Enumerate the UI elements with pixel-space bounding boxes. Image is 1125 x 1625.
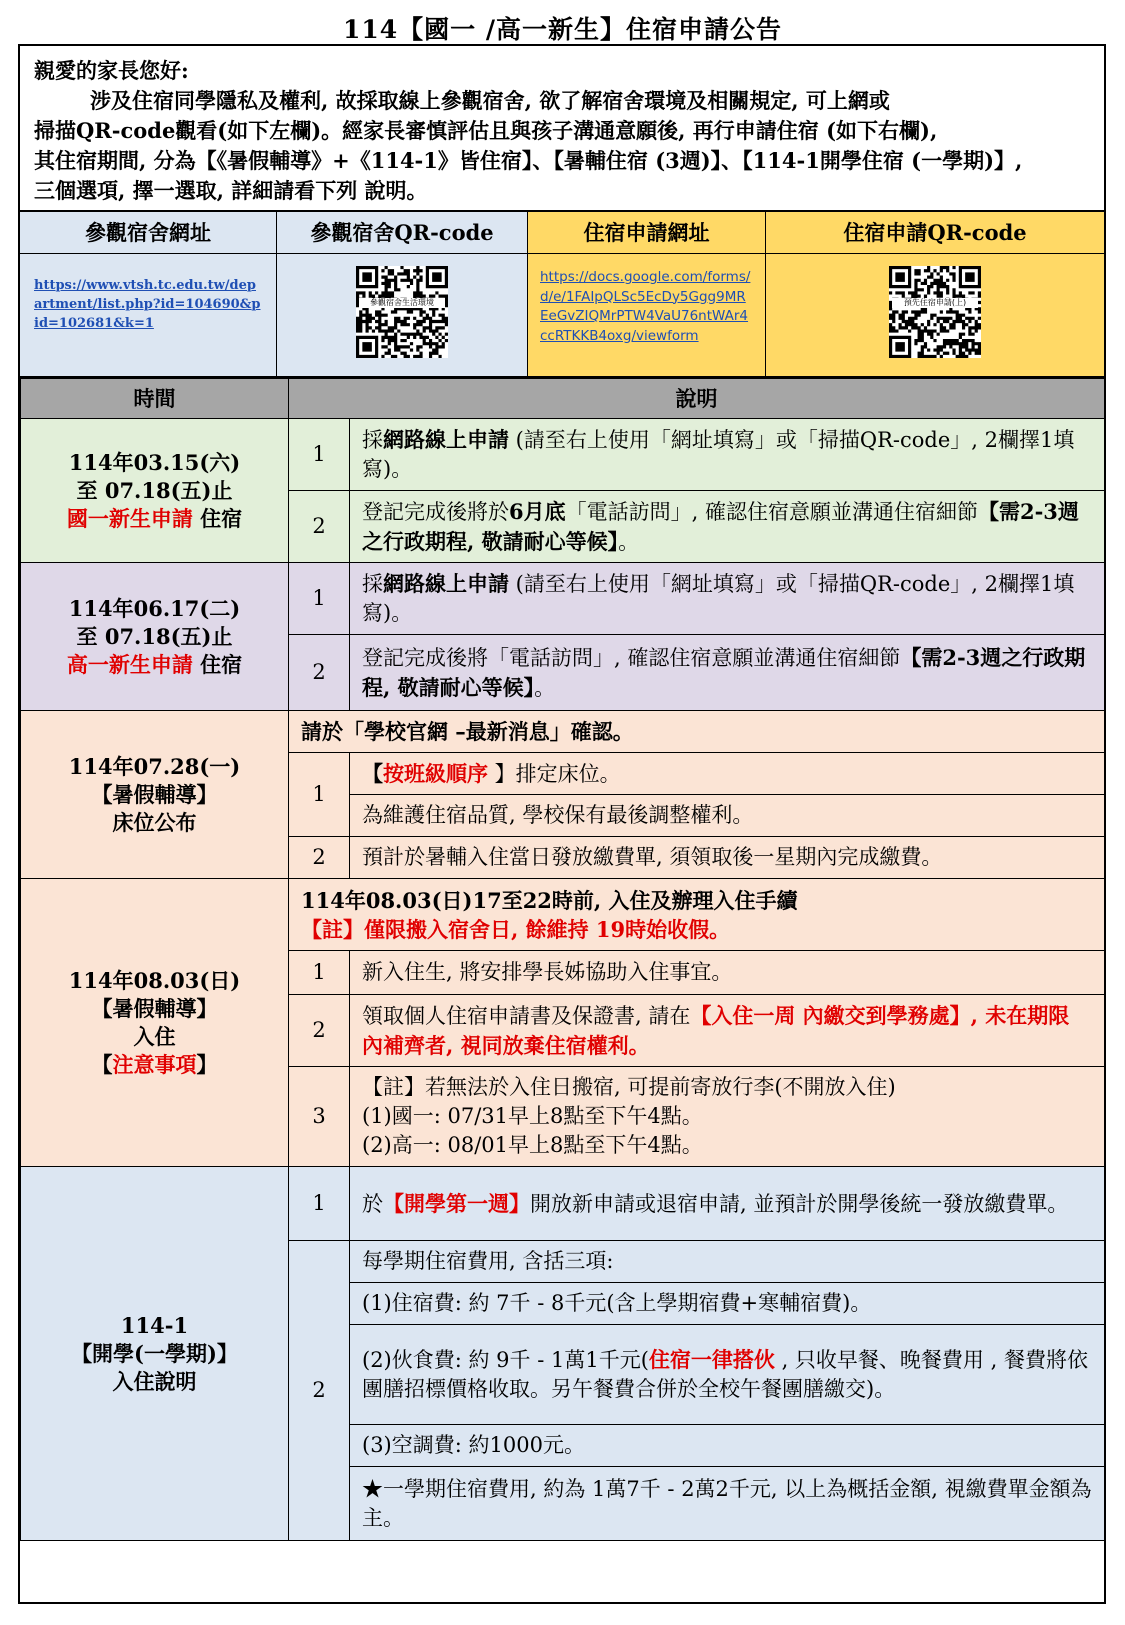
links-section bbox=[20, 212, 1104, 378]
s4-row2-text: 領取個人住宿申請書及保證書, 請在【入住一周 內繳交到學務處】, 未在期限 內補齊者, 視同放棄住宿權利。 bbox=[350, 995, 1105, 1067]
visit-url-header: 參觀宿舍網址 bbox=[20, 212, 276, 254]
s5-row1-text: 於【開學第一週】開放新申請或退宿申請, 並預計於開學後統一發放繳費單。 bbox=[350, 1167, 1105, 1241]
s5-time-cell bbox=[21, 1167, 289, 1541]
s3-row1-text: 【按班級順序 】排定床位。 bbox=[350, 753, 1105, 795]
s4-row3-text: 【註】若無法於入住日搬宿, 可提前寄放行李(不開放入住) (1)國一: 07/31早上8點至下午4點。 (2)高一: 08/01早上8點至下午4點。 bbox=[350, 1067, 1105, 1167]
intro-line-1: 涉及住宿同學隱私及權利, 故採取線上參觀宿舍, 欲了解宿舍環境及相關規定, 可上網或 bbox=[90, 88, 890, 113]
visit-qr-code-icon[interactable] bbox=[356, 266, 448, 358]
notice-frame bbox=[18, 44, 1106, 1604]
apply-url-link[interactable]: https://docs.google.com/forms/d/e/1FAIpQLSc5EcDy5Ggg9MREeGvZIQMrPTW4VaU76ntWAr4ccRTKKB4oxg/viewform bbox=[540, 269, 751, 344]
intro-line-2: 掃描QR-code觀看(如下左欄)。經家長審慎評估且與孩子溝通意願後, 再行申請住宿 (如下右欄), bbox=[34, 118, 938, 143]
apply-qr-column bbox=[766, 212, 1104, 376]
apply-qr-label: 預先住宿申請(上) bbox=[892, 298, 978, 308]
table-row bbox=[21, 879, 1105, 951]
s3-row2-num: 2 bbox=[289, 837, 350, 879]
intro-line-3: 其住宿期間, 分為【《暑假輔導》+《114-1》皆住宿】、【暑輔住宿 (3週)】、【114-1開學住宿 (一學期)】, bbox=[34, 148, 1023, 173]
s4-notes-label: 注意事項 bbox=[112, 1051, 197, 1077]
s4-event: 入住 bbox=[133, 1023, 176, 1049]
visit-qr-label: 參觀宿舍生活環境 bbox=[359, 298, 445, 308]
s1-row2-text: 登記完成後將於6月底「電話訪問」, 確認住宿意願並溝通住宿細節【需2-3週之行政期程, 敬請耐心等候】。 bbox=[350, 491, 1105, 563]
s5-lodging-fee: (1)住宿費: 約 7千 - 8千元(含上學期宿費+寒輔宿費)。 bbox=[350, 1283, 1105, 1325]
s5-total-fee: ★一學期住宿費用, 約為 1萬7千 - 2萬2千元, 以上為概括金額, 視繳費單金額為主。 bbox=[350, 1467, 1105, 1541]
visit-url-column bbox=[20, 212, 277, 376]
s1-stay: 住宿 bbox=[192, 505, 243, 531]
s4-label: 【暑假輔導】 bbox=[91, 995, 218, 1021]
s3-date: 114年07.28(一) bbox=[68, 753, 241, 779]
s1-date: 114年03.15(六) bbox=[68, 449, 241, 475]
s5-event: 入住說明 bbox=[112, 1368, 197, 1394]
visit-qr-column bbox=[277, 212, 528, 376]
s1-until: 至 07.18(五)止 bbox=[76, 477, 233, 503]
s4-row1-num: 1 bbox=[289, 951, 350, 995]
s2-row1-num: 1 bbox=[289, 563, 350, 635]
page-title: 114【國一 /高一新生】住宿申請公告 bbox=[342, 15, 783, 44]
time-header: 時間 bbox=[21, 379, 289, 419]
s4-date: 114年08.03(日) bbox=[68, 967, 241, 993]
s5-row2-num: 2 bbox=[289, 1241, 350, 1541]
s2-row2-num: 2 bbox=[289, 635, 350, 711]
table-row bbox=[21, 711, 1105, 753]
intro-greeting: 親愛的家長您好: bbox=[34, 58, 189, 83]
s5-label: 【開學(一學期)】 bbox=[71, 1340, 238, 1366]
s4-row3-num: 3 bbox=[289, 1067, 350, 1167]
s5-ac-fee: (3)空調費: 約1000元。 bbox=[350, 1425, 1105, 1467]
s1-row1-num: 1 bbox=[289, 419, 350, 491]
intro-section bbox=[20, 46, 1104, 212]
s1-applicant: 國一新生申請 bbox=[66, 505, 193, 531]
s3-time-cell bbox=[21, 711, 289, 879]
s2-time-cell bbox=[21, 563, 289, 711]
table-row bbox=[21, 1167, 1105, 1241]
s5-term: 114-1 bbox=[120, 1312, 189, 1338]
apply-qr-code-icon[interactable] bbox=[889, 266, 981, 358]
table-row bbox=[21, 563, 1105, 635]
s4-row2-num: 2 bbox=[289, 995, 350, 1067]
s3-head: 請於「學校官網 –最新消息」確認。 bbox=[289, 711, 1105, 753]
s4-time-cell: 114年08.03(日) 【暑假輔導】 入住 【注意事項】 bbox=[21, 879, 289, 1167]
s2-row2-text: 登記完成後將「電話訪問」, 確認住宿意願並溝通住宿細節【需2-3週之行政期程, 敬請耐心等候】。 bbox=[350, 635, 1105, 711]
s2-applicant: 高一新生申請 bbox=[66, 651, 193, 677]
s1-row1-text: 採網路線上申請 (請至右上使用「網址填寫」或「掃描QR-code」, 2欄擇1填寫)。 bbox=[350, 419, 1105, 491]
table-row bbox=[21, 419, 1105, 491]
s2-stay: 住宿 bbox=[192, 651, 243, 677]
schedule-table bbox=[20, 378, 1105, 1541]
s2-until: 至 07.18(五)止 bbox=[76, 623, 233, 649]
s5-row2-intro: 每學期住宿費用, 含括三項: bbox=[350, 1241, 1105, 1283]
s4-row1-text: 新入住生, 將安排學長姊協助入住事宜。 bbox=[350, 951, 1105, 995]
visit-qr-header: 參觀宿舍QR-code bbox=[277, 212, 527, 254]
s3-row2-text: 預計於暑輔入住當日發放繳費單, 須領取後一星期內完成繳費。 bbox=[350, 837, 1105, 879]
s5-row1-num: 1 bbox=[289, 1167, 350, 1241]
s2-row1-text: 採網路線上申請 (請至右上使用「網址填寫」或「掃描QR-code」, 2欄擇1填寫)。 bbox=[350, 563, 1105, 635]
visit-url-link[interactable]: https://www.vtsh.tc.edu.tw/department/list.php?id=104690&pid=102681&k=1 bbox=[34, 278, 261, 331]
apply-url-header: 住宿申請網址 bbox=[528, 212, 765, 254]
table-header-row bbox=[21, 379, 1105, 419]
s4-head: 114年08.03(日)17至22時前, 入住及辦理入住手續 【註】僅限搬入宿舍日, 餘維持 19時始收假。 bbox=[289, 879, 1105, 951]
s3-row1-num: 1 bbox=[289, 753, 350, 837]
apply-qr-header: 住宿申請QR-code bbox=[766, 212, 1104, 254]
s3-row1-note: 為維護住宿品質, 學校保有最後調整權利。 bbox=[350, 795, 1105, 837]
s5-meal-fee: (2)伙食費: 約 9千 - 1萬1千元(住宿一律搭伙 , 只收早餐、晚餐費用 , 餐費將依團膳招標價格收取。另午餐費合併於全校午餐團膳繳交)。 bbox=[350, 1325, 1105, 1425]
s3-label: 【暑假輔導】 bbox=[91, 781, 218, 807]
s3-event: 床位公布 bbox=[112, 809, 197, 835]
desc-header: 說明 bbox=[289, 379, 1105, 419]
apply-url-column bbox=[528, 212, 766, 376]
s2-date: 114年06.17(二) bbox=[68, 595, 241, 621]
s1-time-cell bbox=[21, 419, 289, 563]
intro-line-4: 三個選項, 擇一選取, 詳細請看下列 說明。 bbox=[34, 178, 428, 203]
s1-row2-num: 2 bbox=[289, 491, 350, 563]
